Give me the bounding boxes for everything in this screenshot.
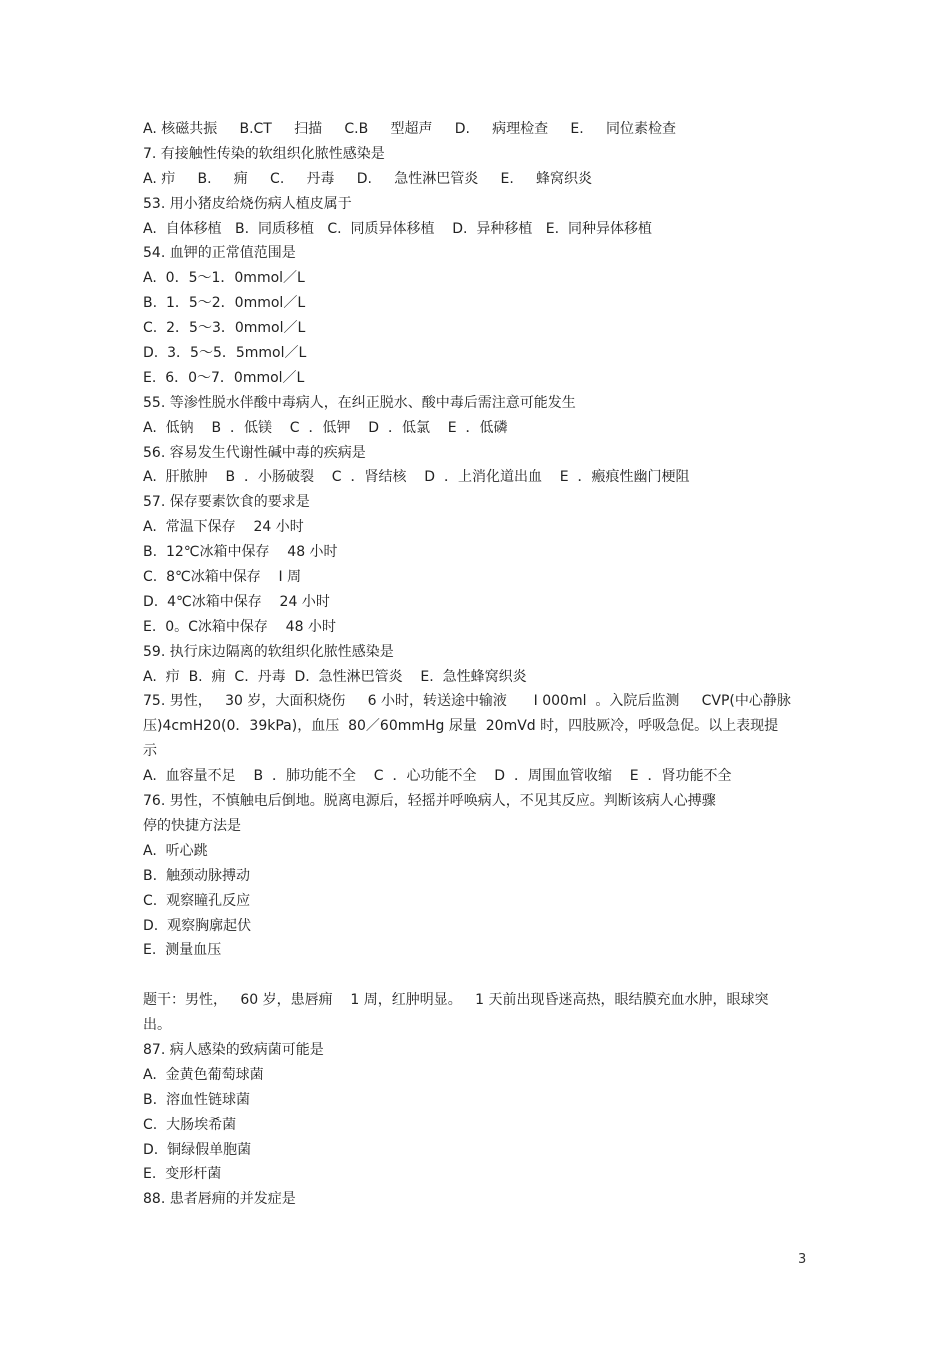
question-stem: 56. 容易发生代谢性碱中毒的疾病是 [143,444,366,461]
question-stem: 53. 用小猪皮给烧伤病人植皮属于 [143,195,352,212]
answer-option: D. 3．5～5．5mmol／L [143,345,307,362]
text-line: A. 核磁共振 B.CT 扫描 C.B 型超声 D. 病理检查 E. 同位素检查 [143,121,676,137]
answer-option: A. 常温下保存 24 小时 [143,519,304,536]
answer-option: B. 12℃冰箱中保存 48 小时 [143,544,338,561]
question-stem: 停的快捷方法是 [143,817,241,834]
answer-option: A. 听心跳 [143,842,208,859]
answer-option: D. 观察胸廓起伏 [143,917,252,934]
answer-option: D. 铜绿假单胞菌 [143,1141,252,1158]
case-stem: 题干：男性， 60 岁，患唇痈 1 周，红肿明显。 1 天前出现昏迷高热，眼结膜充血水肿，眼球突 [143,992,769,1009]
answer-option: B. 触颈动脉搏动 [143,867,250,884]
question-stem: 88. 患者唇痈的并发症是 [143,1191,296,1208]
question-stem: 压)4cmH20(0．39kPa)，血压 80／60mmHg 尿量 20mVd 时，四肢厥冷，呼吸急促。以上表现提 [143,718,779,735]
question-stem: 54. 血钾的正常值范围是 [143,245,296,262]
answer-option: A. 0．5～1．0mmol／L [143,270,305,287]
text-line: A. 低钠 B ．低镁 C ．低钾 D ．低氯 E ．低磷 [143,419,508,436]
answer-option: C. 2．5～3．0mmol／L [143,320,306,337]
text-line: A. 疖 B. 痈 C. 丹毒 D. 急性淋巴管炎 E. 蜂窝织炎 [143,170,593,187]
text-line: A. 血容量不足 B ．肺功能不全 C ．心功能不全 D ．周围血管收缩 E ．肾功能不全 [143,768,732,785]
question-stem: 示 [143,743,157,760]
answer-option: E. 0。C冰箱中保存 48 小时 [143,618,336,635]
answer-option: C. 8℃冰箱中保存 I 周 [143,569,302,586]
text-line: A. 疖 B. 痈 C. 丹毒 D. 急性淋巴管炎 E. 急性蜂窝织炎 [143,668,527,685]
answer-option: E. 6．0～7．0mmol／L [143,369,305,386]
question-stem: 87. 病人感染的致病菌可能是 [143,1041,324,1058]
answer-option: A. 金黄色葡萄球菌 [143,1066,264,1083]
case-stem: 出。 [143,1017,171,1034]
blank-gap [143,963,843,988]
answer-option: B. 1．5～2．0mmol／L [143,295,306,312]
answer-option: E. 测量血压 [143,942,222,959]
answer-option: C. 观察瞳孔反应 [143,892,251,909]
answer-option: D. 4℃冰箱中保存 24 小时 [143,593,330,610]
question-list [143,117,843,1212]
question-stem: 57. 保存要素饮食的要求是 [143,494,310,511]
question-stem: 7. 有接触性传染的软组织化脓性感染是 [143,145,385,162]
answer-option: C. 大肠埃希菌 [143,1116,237,1133]
question-stem: 75. 男性， 30 岁，大面积烧伤 6 小时，转送途中输液 I 000ml 。入院后监测 CVP(中心静脉 [143,693,791,710]
text-line: A. 肝脓肿 B ．小肠破裂 C ．肾结核 D ．上消化道出血 E ．瘢痕性幽门梗阻 [143,469,690,486]
answer-option: E. 变形杆菌 [143,1166,222,1183]
page-number: 3 [798,1252,807,1267]
question-stem: 59. 执行床边隔离的软组织化脓性感染是 [143,643,394,660]
answer-option: B. 溶血性链球菌 [143,1091,250,1108]
question-stem: 55. 等渗性脱水伴酸中毒病人，在纠正脱水、酸中毒后需注意可能发生 [143,394,576,411]
text-line: A. 自体移植 B. 同质移植 C. 同质异体移植 D. 异种移植 E. 同种异体移植 [143,220,652,237]
question-stem: 76. 男性，不慎触电后倒地。脱离电源后，轻摇并呼唤病人，不见其反应。判断该病人心搏骤 [143,793,716,810]
